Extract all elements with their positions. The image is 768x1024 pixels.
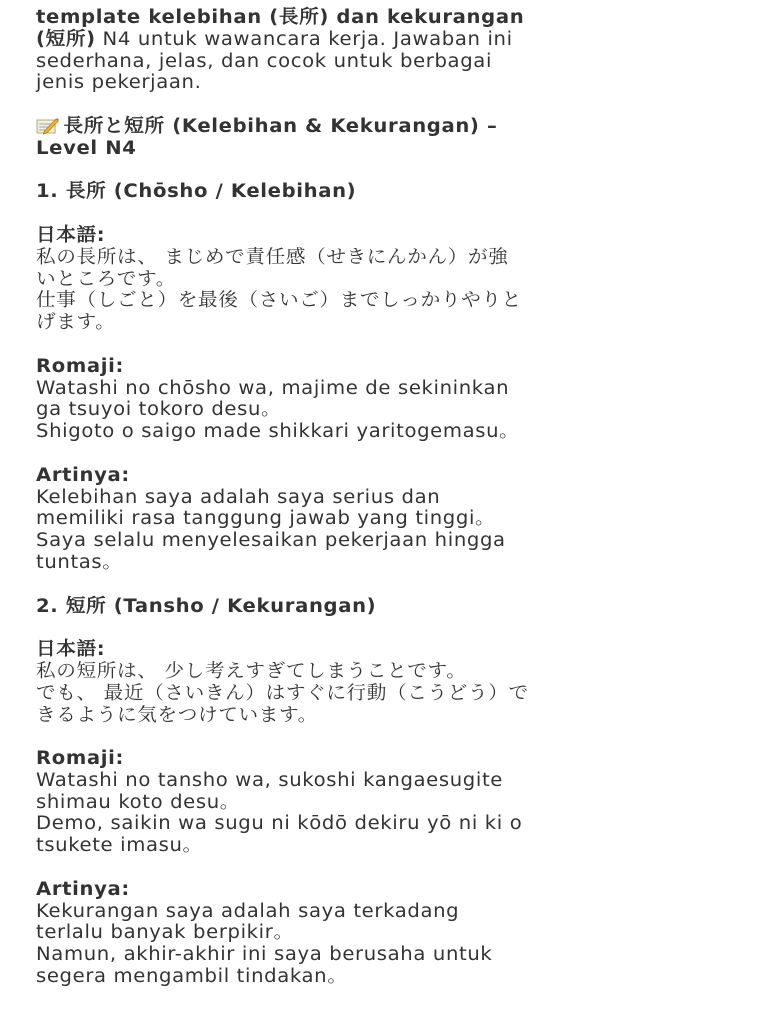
weakness-romaji-line: Demo, saikin wa sugu ni kōdō dekiru yō ni ki o (36, 813, 523, 835)
weakness-jp-line: でも、 最近（さいきん）はすぐに行動（こうどう）で (36, 682, 529, 704)
spacer (36, 160, 768, 182)
spacer (36, 617, 768, 639)
memo-icon (36, 117, 59, 135)
intro-line-2 (36, 29, 768, 51)
strength-romaji-line: Shigoto o saigo made shikkari yaritogemasu。 (36, 421, 520, 443)
strength-romaji-line: ga tsuyoi tokoro desu。 (36, 399, 282, 421)
intro-line-1: template kelebihan (長所) dan kekurangan (36, 7, 525, 28)
spacer (36, 443, 768, 465)
spacer (36, 334, 768, 356)
intro-line-2-rest: N4 untuk wawancara kerja. Jawaban ini (95, 28, 513, 50)
strength-jp-label: 日本語: (36, 224, 106, 246)
strength-jp-line: 私の長所は、 まじめで責任感（せきにんかん）が強 (36, 246, 509, 268)
strength-jp-line: 仕事（しごと）を最後（さいご）までしっかりやりと (36, 290, 522, 312)
spacer (36, 574, 768, 596)
intro-line-4: jenis pekerjaan. (36, 72, 202, 94)
strength-arti-line: memiliki rasa tanggung jawab yang tinggi。 (36, 508, 496, 530)
document-page (36, 0, 768, 988)
strength-title: 1. 長所 (Chōsho / Kelebihan) (36, 181, 357, 203)
strength-arti-line: tuntas。 (36, 551, 123, 573)
intro-line-2-bold: (短所) (36, 28, 96, 50)
strength-romaji-line: Watashi no chōsho wa, majime de sekininkan (36, 377, 510, 399)
spacer (36, 94, 768, 116)
weakness-arti-line: Namun, akhir-akhir ini saya berusaha untuk (36, 944, 493, 966)
weakness-title: 2. 短所 (Tansho / Kekurangan) (36, 595, 377, 617)
strength-romaji-label: Romaji: (36, 355, 124, 377)
weakness-arti-line: Kekurangan saya adalah saya terkadang (36, 900, 460, 922)
strength-arti-line: Kelebihan saya adalah saya serius dan (36, 486, 441, 508)
strength-jp-line: げます。 (36, 312, 116, 334)
spacer (36, 726, 768, 748)
weakness-romaji-line: tsukete imasu。 (36, 835, 203, 857)
weakness-arti-label: Artinya: (36, 878, 130, 900)
weakness-jp-label: 日本語: (36, 639, 106, 661)
section-heading-text: 長所と短所 (Kelebihan & Kekurangan) – (63, 115, 498, 137)
spacer (36, 203, 768, 225)
weakness-romaji-line: Watashi no tansho wa, sukoshi kangaesugite (36, 769, 504, 791)
strength-jp-line: いところです。 (36, 268, 176, 290)
intro-line-3: sederhana, jelas, dan cocok untuk berbagai (36, 50, 493, 72)
weakness-romaji-label: Romaji: (36, 748, 124, 770)
weakness-jp-line: 私の短所は、 少し考えすぎてしまうことです。 (36, 660, 467, 682)
section-heading-line-1 (36, 116, 768, 138)
section-heading-line-2: Level N4 (36, 137, 137, 159)
weakness-romaji-line: shimau koto desu。 (36, 791, 241, 813)
spacer (36, 857, 768, 879)
weakness-arti-line: segera mengambil tindakan。 (36, 966, 348, 988)
strength-arti-line: Saya selalu menyelesaikan pekerjaan hingga (36, 530, 506, 552)
weakness-jp-line: きるように気をつけています。 (36, 704, 318, 726)
weakness-arti-line: terlalu banyak berpikir。 (36, 922, 294, 944)
strength-arti-label: Artinya: (36, 464, 130, 486)
